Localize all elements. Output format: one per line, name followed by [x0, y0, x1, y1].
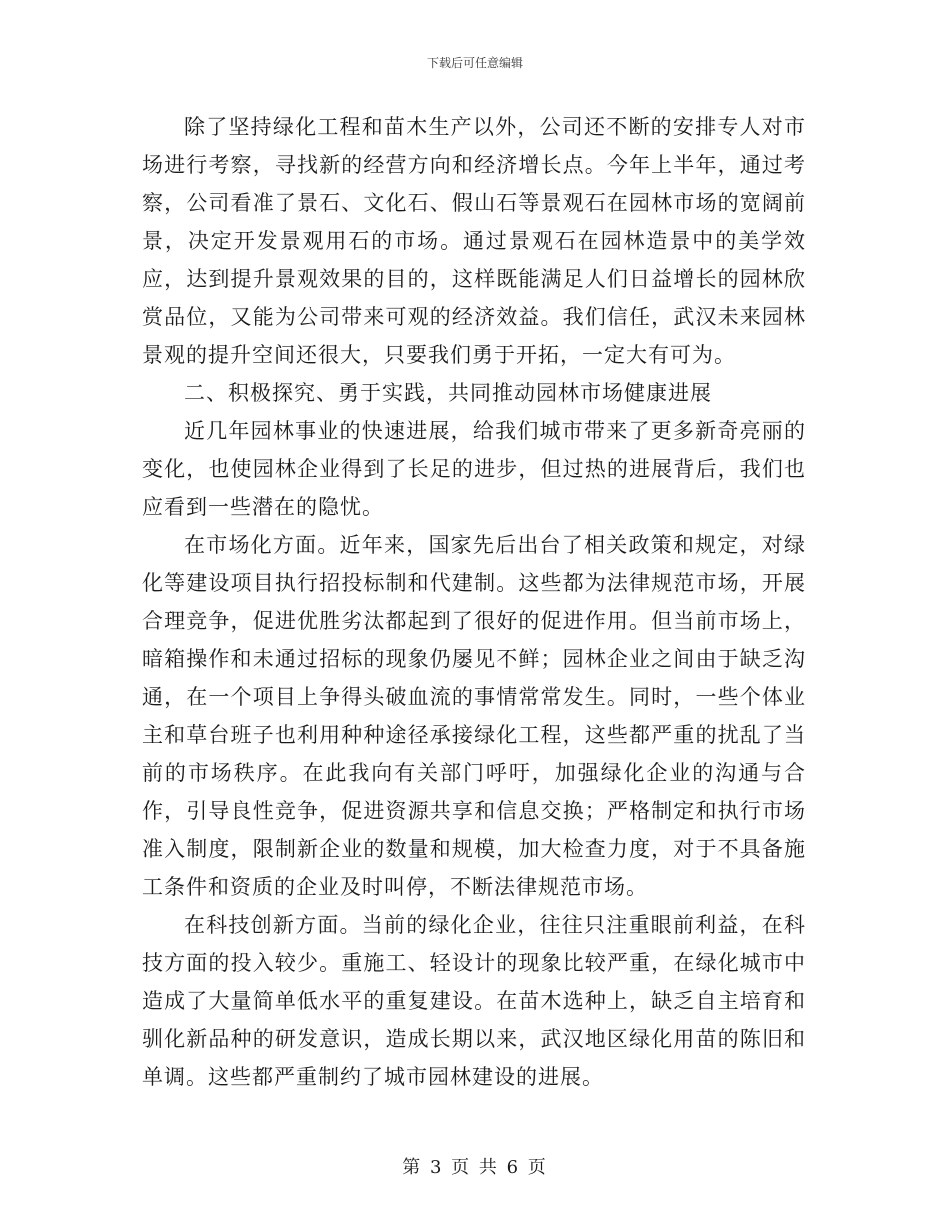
- page-number: 第 3 页 共 6 页: [402, 1157, 548, 1178]
- paragraph-development-overview: 近几年园林事业的快速进展，给我们城市带来了更多新奇亮丽的变化，也使园林企业得到了长足的进步，但过热的进展背后，我们也应看到一些潜在的隐忧。: [142, 419, 806, 519]
- document-body: [142, 108, 806, 1096]
- page-header: 下载后可任意编辑: [426, 56, 523, 70]
- paragraph-technology-innovation: 在科技创新方面。当前的绿化企业，往往只注重眼前利益，在科技方面的投入较少。重施工、轻设计的现象比较严重，在绿化城市中造成了大量简单低水平的重复建设。在苗木选种上，缺乏自主培育和驯化新品种的研发意识，造成长期以来，武汉地区绿化用苗的陈旧和单调。这些都严重制约了城市园林建设的进展。: [142, 913, 806, 1089]
- paragraph-marketization: 在市场化方面。近年来，国家先后出台了相关政策和规定，对绿化等建设项目执行招投标制和代建制。这些都为法律规范市场，开展合理竞争，促进优胜劣汰都起到了很好的促进作用。但当前市场上，暗箱操作和未通过招标的现象仍屡见不鲜；园林企业之间由于缺乏沟通，在一个项目上争得头破血流的事情常常发生。同时，一些个体业主和草台班子也利用种种途径承接绿化工程，这些都严重的扰乱了当前的市场秩序。在此我向有关部门呼吁，加强绿化企业的沟通与合作，引导良性竞争，促进资源共享和信息交换；严格制定和执行市场准入制度，限制新企业的数量和规模，加大检查力度，对于不具备施工条件和资质的企业及时叫停，不断法律规范市场。: [142, 533, 806, 899]
- paragraph-landscape-stone: 除了坚持绿化工程和苗木生产以外，公司还不断的安排专人对市场进行考察，寻找新的经营方向和经济增长点。今年上半年，通过考察，公司看准了景石、文化石、假山石等景观石在园林市场的宽阔前景，决定开发景观用石的市场。通过景观石在园林造景中的美学效应，达到提升景观效果的目的，这样既能满足人们日益增长的园林欣赏品位，又能为公司带来可观的经济效益。我们信任，武汉未来园林景观的提升空间还很大，只要我们勇于开拓，一定大有可为。: [142, 115, 806, 367]
- section-heading: 二、积极探究、勇于实践，共同推动园林市场健康进展: [184, 381, 712, 405]
